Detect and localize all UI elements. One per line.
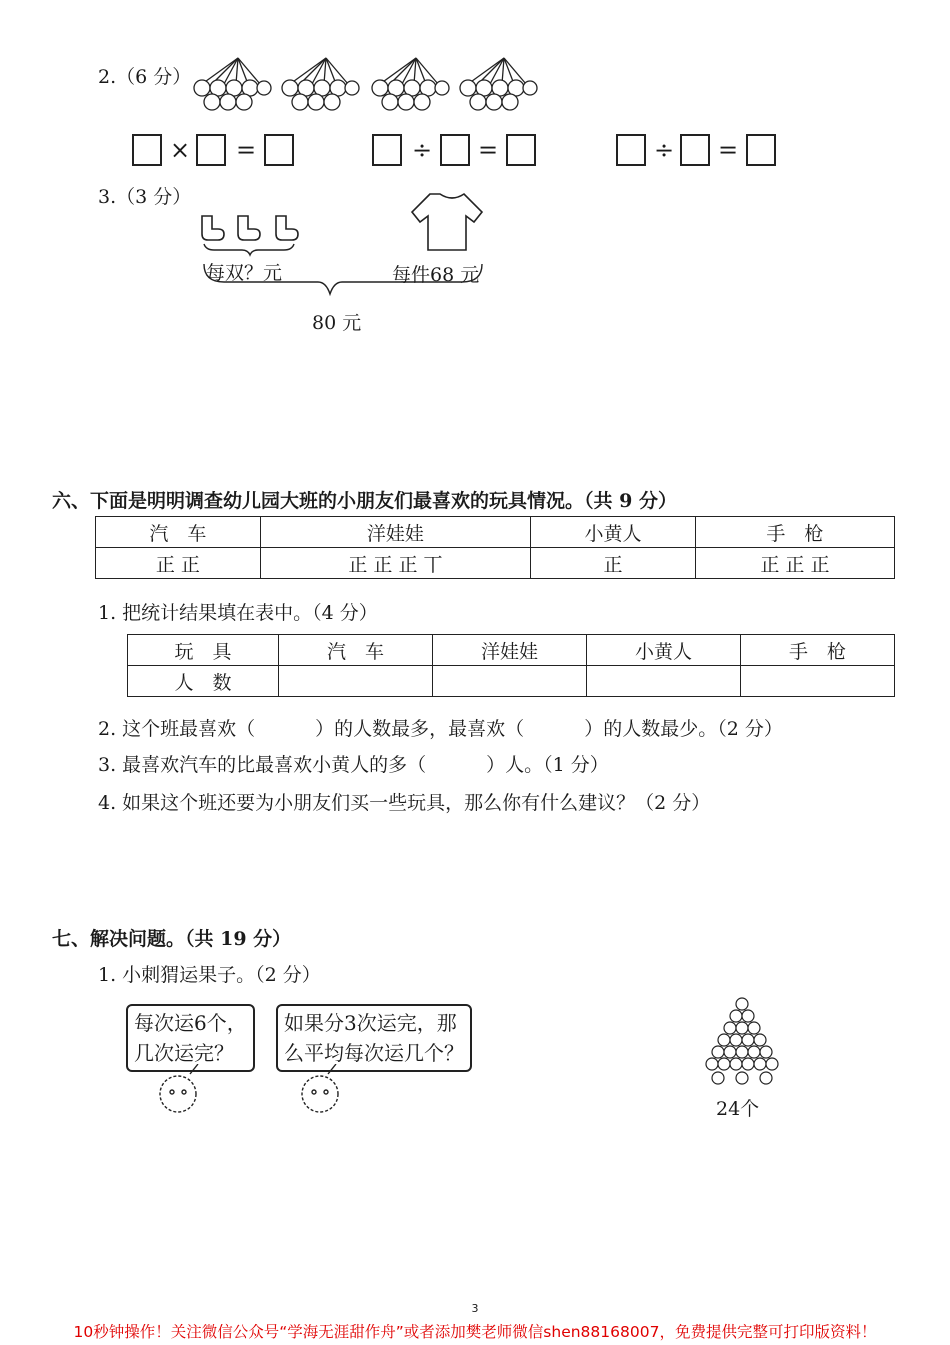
answer-box[interactable] <box>372 134 402 166</box>
count-header-doll: 洋娃娃 <box>433 635 587 666</box>
count-cell-doll[interactable] <box>433 666 587 697</box>
tally-minion: 正 <box>531 548 696 579</box>
section-6-title: 六、下面是明明调查幼儿园大班的小朋友们最喜欢的玩具情况。（共 9 分） <box>52 490 677 512</box>
tally-car: 正 正 <box>96 548 261 579</box>
answer-box[interactable] <box>132 134 162 166</box>
answer-box[interactable] <box>680 134 710 166</box>
count-header-gun: 手 枪 <box>741 635 895 666</box>
operator: = <box>236 136 257 164</box>
tally-gun: 正 正 正 <box>695 548 894 579</box>
socks-and-shirt-illustration <box>190 182 510 312</box>
row-label-count: 人 数 <box>128 666 279 697</box>
section-6-q1: 1. 把统计结果填在表中。（4 分） <box>98 602 378 624</box>
question-3-label: 3.（3 分） <box>98 186 192 208</box>
answer-box[interactable] <box>746 134 776 166</box>
section-6-q4: 4. 如果这个班还要为小朋友们买一些玩具，那么你有什么建议？（2 分） <box>98 792 711 814</box>
apple-count-label: 24个 <box>716 1098 760 1120</box>
section-7-title: 七、解决问题。（共 19 分） <box>52 928 292 950</box>
operator: ÷ <box>654 136 675 164</box>
speech-bubble-1: 每次运6个， 几次运完？ <box>126 1004 255 1072</box>
count-cell-gun[interactable] <box>741 666 895 697</box>
count-header-car: 汽 车 <box>279 635 433 666</box>
tally-header-doll: 洋娃娃 <box>260 517 530 548</box>
grapes-illustration <box>190 52 560 116</box>
total-price-label: 80 元 <box>312 312 362 334</box>
answer-box[interactable] <box>196 134 226 166</box>
answer-box[interactable] <box>440 134 470 166</box>
answer-box[interactable] <box>616 134 646 166</box>
count-header-minion: 小黄人 <box>587 635 741 666</box>
shirt-price-label: 每件68 元 <box>392 264 480 286</box>
section-7-q1: 1. 小刺猬运果子。（2 分） <box>98 964 321 986</box>
operator: × <box>170 136 191 164</box>
page-number: 3 <box>471 1302 479 1315</box>
tally-header-minion: 小黄人 <box>531 517 696 548</box>
tally-header-car: 汽 车 <box>96 517 261 548</box>
tally-table <box>95 516 895 579</box>
answer-box[interactable] <box>506 134 536 166</box>
apple-pyramid-illustration <box>694 994 794 1090</box>
operator: = <box>478 136 499 164</box>
hedgehog-illustration <box>150 1064 350 1124</box>
question-2-label: 2.（6 分） <box>98 66 192 88</box>
speech-bubble-2: 如果分3次运完，那 么平均每次运几个？ <box>276 1004 472 1072</box>
footer-promo-text: 10秒钟操作！关注微信公众号“学海无涯甜作舟”或者添加樊老师微信shen88168007，免费提供完整可打印版资料！ <box>73 1323 877 1341</box>
count-cell-minion[interactable] <box>587 666 741 697</box>
count-cell-car[interactable] <box>279 666 433 697</box>
section-6-q2: 2. 这个班最喜欢（ ）的人数最多，最喜欢（ ）的人数最少。（2 分） <box>98 718 783 740</box>
socks-price-label: 每双？元 <box>206 262 283 284</box>
count-table <box>127 634 895 697</box>
section-6-q3: 3. 最喜欢汽车的比最喜欢小黄人的多（ ）人。（1 分） <box>98 754 609 776</box>
tally-header-gun: 手 枪 <box>695 517 894 548</box>
operator: = <box>718 136 739 164</box>
answer-box[interactable] <box>264 134 294 166</box>
row-label-toy: 玩 具 <box>128 635 279 666</box>
tally-doll: 正 正 正 丅 <box>260 548 530 579</box>
operator: ÷ <box>412 136 433 164</box>
